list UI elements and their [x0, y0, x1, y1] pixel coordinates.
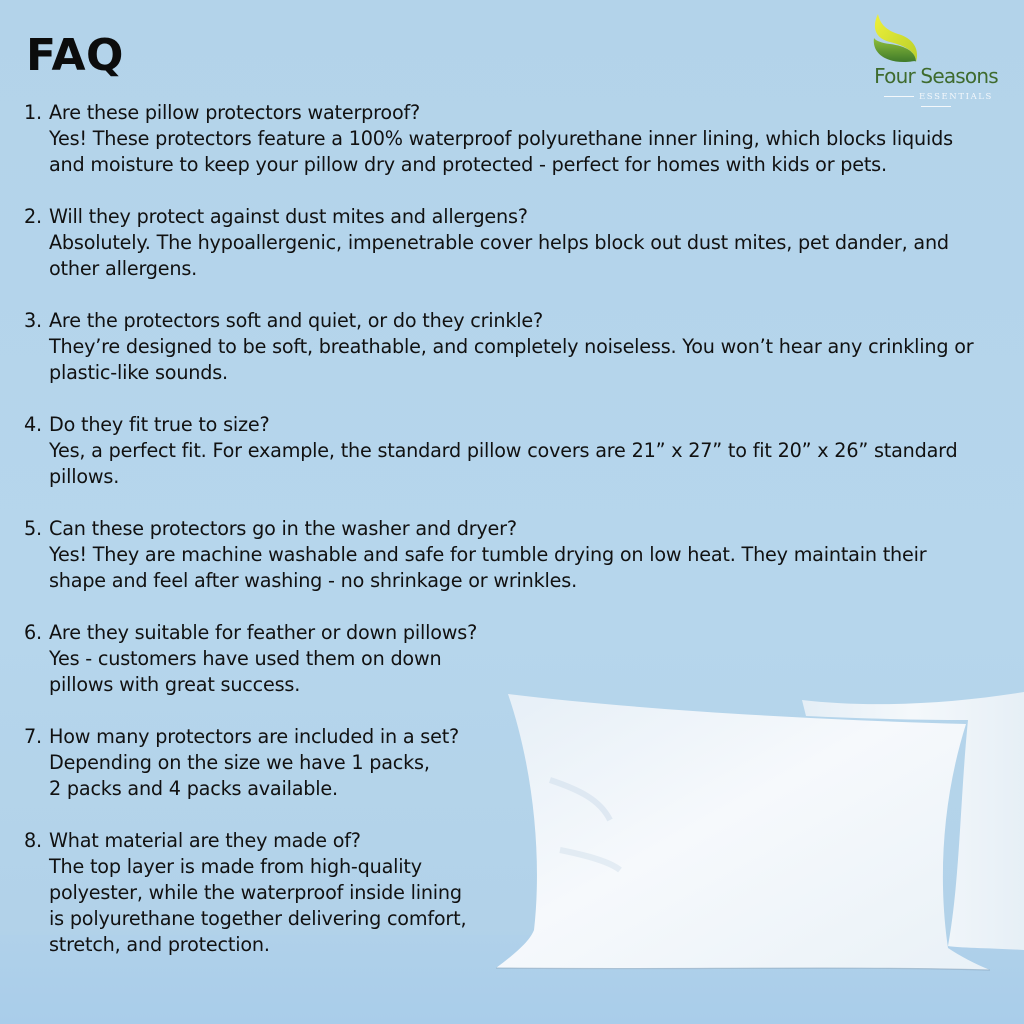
faq-question: [24, 204, 1014, 230]
pillow-icon: [490, 680, 1024, 980]
faq-question: [24, 100, 1014, 126]
faq-question-text: Can these protectors go in the washer and dryer?: [49, 517, 517, 540]
faq-number: 4.: [24, 413, 42, 436]
faq-question: [24, 308, 1014, 334]
faq-question-text: Do they fit true to size?: [49, 413, 270, 436]
faq-answer-line: Absolutely. The hypoallergenic, impenetrable cover helps block out dust mites, pet dander, and: [49, 231, 949, 254]
brand-name: Four Seasons: [874, 64, 998, 88]
faq-answer-line: polyester, while the waterproof inside lining: [49, 881, 462, 904]
faq-answer-line: Yes! These protectors feature a 100% waterproof polyurethane inner lining, which blocks liquids: [49, 127, 953, 150]
faq-answer-line: pillows.: [49, 465, 120, 488]
faq-number: 2.: [24, 205, 42, 228]
faq-answer-line: The top layer is made from high-quality: [49, 855, 422, 878]
faq-question-text: Will they protect against dust mites and allergens?: [49, 205, 528, 228]
faq-answer-line: 2 packs and 4 packs available.: [49, 777, 338, 800]
faq-answer: [49, 230, 1014, 282]
faq-question: [24, 516, 1014, 542]
faq-number: 7.: [24, 725, 42, 748]
faq-question: [24, 620, 1014, 646]
faq-number: 5.: [24, 517, 42, 540]
faq-number: 1.: [24, 101, 42, 124]
faq-question-text: How many protectors are included in a set?: [49, 725, 460, 748]
faq-answer: [49, 126, 1014, 178]
faq-item: [24, 516, 1014, 594]
faq-answer-line: pillows with great success.: [49, 673, 301, 696]
faq-answer-line: Yes - customers have used them on down: [49, 647, 442, 670]
faq-number: 8.: [24, 829, 42, 852]
faq-answer-line: stretch, and protection.: [49, 933, 270, 956]
faq-answer-line: Depending on the size we have 1 packs,: [49, 751, 430, 774]
faq-question-text: Are the protectors soft and quiet, or do they crinkle?: [49, 309, 544, 332]
faq-question-text: What material are they made of?: [49, 829, 361, 852]
page-title: FAQ: [26, 30, 124, 81]
faq-answer: [49, 438, 1014, 490]
faq-answer: [49, 334, 1014, 386]
faq-number: 3.: [24, 309, 42, 332]
faq-answer: [49, 542, 1014, 594]
faq-question-text: Are these pillow protectors waterproof?: [49, 101, 421, 124]
faq-question: [24, 412, 1014, 438]
faq-answer-line: is polyurethane together delivering comfort,: [49, 907, 467, 930]
faq-answer-line: and moisture to keep your pillow dry and protected - perfect for homes with kids or pets.: [49, 153, 887, 176]
faq-answer-line: plastic-like sounds.: [49, 361, 228, 384]
faq-answer-line: other allergens.: [49, 257, 198, 280]
faq-number: 6.: [24, 621, 42, 644]
faq-answer-line: shape and feel after washing - no shrinkage or wrinkles.: [49, 569, 577, 592]
faq-answer-line: Yes! They are machine washable and safe for tumble drying on low heat. They maintain their: [49, 543, 927, 566]
brand-logo: [860, 12, 1012, 104]
faq-question-text: Are they suitable for feather or down pillows?: [49, 621, 478, 644]
faq-item: [24, 100, 1014, 178]
leaf-icon: [860, 12, 1012, 66]
faq-item: [24, 308, 1014, 386]
faq-answer-line: Yes, a perfect fit. For example, the standard pillow covers are 21” x 27” to fit 20” x 26” standard: [49, 439, 958, 462]
faq-answer-line: They’re designed to be soft, breathable, and completely noiseless. You won’t hear any crinkling or: [49, 335, 974, 358]
faq-item: [24, 204, 1014, 282]
brand-tagline: ESSENTIALS: [860, 92, 1012, 112]
faq-item: [24, 412, 1014, 490]
